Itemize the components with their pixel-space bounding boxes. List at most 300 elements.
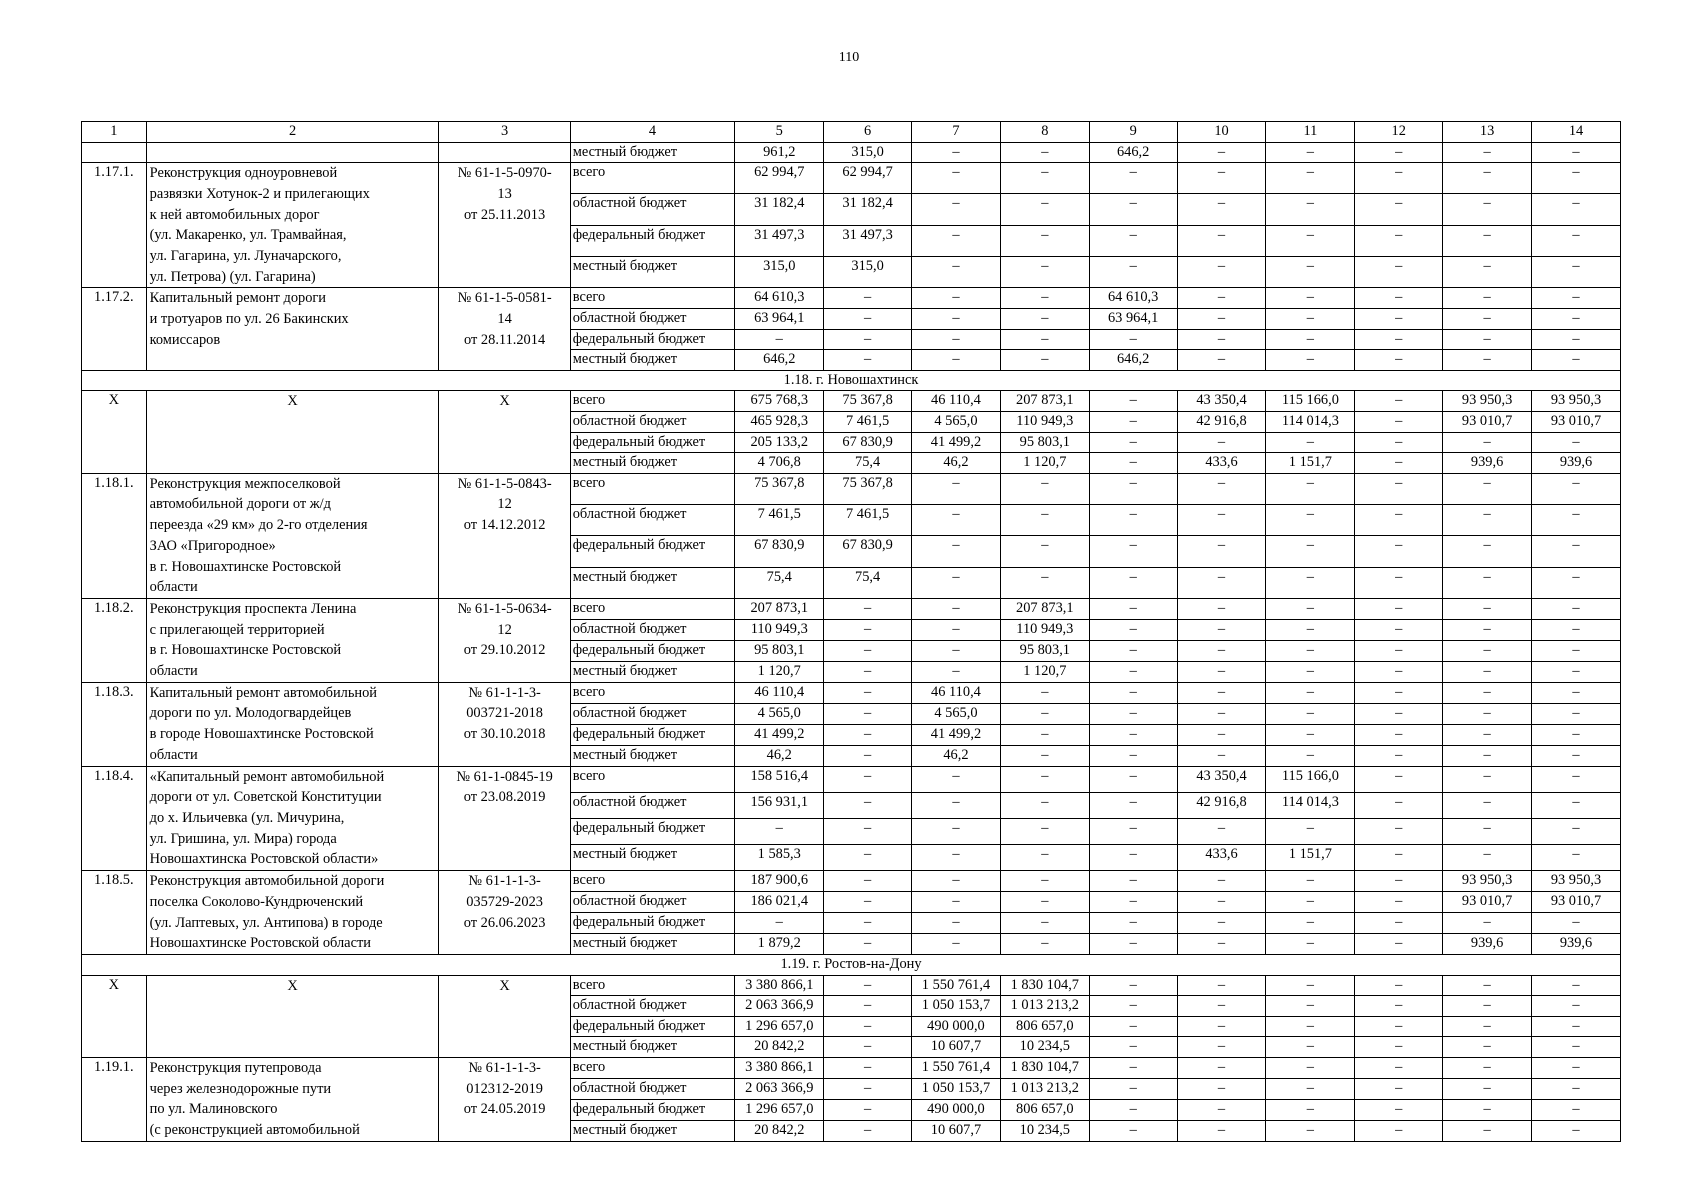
amount-cell: 4 565,0 — [912, 411, 1001, 432]
item-document-line: № 61-1-1-3- — [468, 1059, 541, 1076]
amount-cell: – — [1266, 661, 1355, 682]
amount-cell: 646,2 — [1089, 350, 1177, 371]
item-name-line: Х — [287, 977, 298, 994]
item-name-line: к ней автомобильных дорог — [149, 206, 320, 223]
amount-cell: – — [1266, 1037, 1355, 1058]
item-document-line: от 29.10.2012 — [463, 642, 546, 659]
amount-cell: – — [1089, 598, 1177, 619]
section-title: 1.18. г. Новошахтинск — [82, 370, 1621, 391]
amount-cell: – — [912, 933, 1001, 954]
amount-cell: 10 234,5 — [1000, 1120, 1089, 1141]
amount-cell: – — [1443, 913, 1532, 934]
amount-cell: – — [1355, 329, 1443, 350]
item-number: 1.18.3. — [82, 682, 147, 766]
item-number: 1.17.1. — [82, 163, 147, 288]
amount-cell: – — [1089, 257, 1177, 288]
amount-cell: 158 516,4 — [735, 766, 824, 792]
amount-cell: – — [1177, 194, 1266, 225]
amount-cell: – — [1443, 661, 1532, 682]
amount-cell: – — [912, 505, 1001, 536]
amount-cell: – — [1266, 505, 1355, 536]
amount-cell: – — [912, 163, 1001, 194]
amount-cell: 43 350,4 — [1177, 391, 1266, 412]
item-document-line: № 61-1-5-0843- — [457, 475, 552, 492]
amount-cell: – — [1443, 194, 1532, 225]
amount-cell: – — [1443, 309, 1532, 330]
amount-cell: 43 350,4 — [1177, 766, 1266, 792]
amount-cell: – — [1532, 640, 1621, 661]
amount-cell: 1 050 153,7 — [912, 996, 1001, 1017]
item-name-line: развязки Хотунок-2 и прилегающих — [149, 185, 370, 202]
amount-cell: – — [1443, 329, 1532, 350]
amount-cell: 42 916,8 — [1177, 792, 1266, 818]
amount-cell: 1 050 153,7 — [912, 1078, 1001, 1099]
item-name-line: Новошахтинске Ростовской области — [149, 935, 371, 952]
amount-cell: – — [824, 350, 912, 371]
amount-cell: – — [1355, 505, 1443, 536]
amount-cell: – — [1355, 257, 1443, 288]
funding-source: федеральный бюджет — [570, 225, 735, 256]
amount-cell: – — [1089, 766, 1177, 792]
amount-cell: 46,2 — [912, 453, 1001, 474]
item-name-line: по ул. Малиновского — [149, 1101, 278, 1118]
amount-cell: – — [1532, 567, 1621, 598]
amount-cell: – — [1000, 350, 1089, 371]
amount-cell: – — [1000, 766, 1089, 792]
funding-source: всего — [570, 766, 735, 792]
amount-cell: – — [1443, 703, 1532, 724]
funding-source: областной бюджет — [570, 411, 735, 432]
amount-cell: – — [1089, 640, 1177, 661]
item-name — [146, 1057, 439, 1141]
amount-cell: – — [1443, 1037, 1532, 1058]
amount-cell: – — [824, 892, 912, 913]
amount-cell: – — [1000, 194, 1089, 225]
amount-cell: – — [1000, 309, 1089, 330]
amount-cell: 115 166,0 — [1266, 391, 1355, 412]
amount-cell: – — [824, 913, 912, 934]
funding-source: областной бюджет — [570, 505, 735, 536]
amount-cell: – — [1177, 640, 1266, 661]
amount-cell: – — [824, 703, 912, 724]
item-name-line: Х — [287, 393, 298, 410]
amount-cell: 490 000,0 — [912, 1016, 1001, 1037]
amount-cell: – — [1443, 536, 1532, 567]
item-name-line: с прилегающей территорией — [149, 621, 325, 638]
amount-cell: 4 706,8 — [735, 453, 824, 474]
table-row — [82, 1057, 1621, 1078]
item-name-line: Реконструкция одноуровневой — [149, 165, 338, 182]
amount-cell: – — [1177, 329, 1266, 350]
funding-source: всего — [570, 871, 735, 892]
amount-cell: – — [912, 913, 1001, 934]
amount-cell: 939,6 — [1532, 933, 1621, 954]
funding-source: местный бюджет — [570, 257, 735, 288]
amount-cell: – — [1000, 745, 1089, 766]
amount-cell: 1 120,7 — [1000, 453, 1089, 474]
column-number-7: 7 — [912, 122, 1001, 143]
amount-cell: 93 010,7 — [1443, 892, 1532, 913]
amount-cell: 75 367,8 — [824, 391, 912, 412]
amount-cell: – — [1355, 792, 1443, 818]
amount-cell: – — [1266, 288, 1355, 309]
item-number — [82, 142, 147, 163]
column-number-3: 3 — [439, 122, 570, 143]
amount-cell: – — [1266, 257, 1355, 288]
amount-cell: – — [1266, 142, 1355, 163]
item-document-line: от 26.06.2023 — [463, 914, 546, 931]
amount-cell: – — [1266, 724, 1355, 745]
amount-cell: – — [1532, 598, 1621, 619]
amount-cell: – — [1532, 432, 1621, 453]
amount-cell: – — [1089, 844, 1177, 870]
item-document-line: Х — [499, 393, 510, 410]
amount-cell: – — [1443, 1120, 1532, 1141]
amount-cell: – — [1089, 1037, 1177, 1058]
funding-source: федеральный бюджет — [570, 818, 735, 844]
amount-cell: 187 900,6 — [735, 871, 824, 892]
item-name-line: «Капитальный ремонт автомобильной — [149, 768, 385, 785]
amount-cell: – — [1089, 913, 1177, 934]
amount-cell: – — [1266, 682, 1355, 703]
item-name-line: комиссаров — [149, 331, 221, 348]
amount-cell: – — [1266, 163, 1355, 194]
amount-cell: – — [824, 871, 912, 892]
amount-cell: – — [824, 996, 912, 1017]
amount-cell: – — [1089, 536, 1177, 567]
amount-cell: – — [1266, 975, 1355, 996]
column-number-1: 1 — [82, 122, 147, 143]
item-name-line: ул. Гришина, ул. Мира) города — [149, 830, 337, 847]
amount-cell: – — [1089, 453, 1177, 474]
amount-cell: – — [1177, 432, 1266, 453]
amount-cell: – — [1355, 619, 1443, 640]
amount-cell: – — [1266, 598, 1355, 619]
item-number: Х — [82, 975, 147, 1057]
amount-cell: 7 461,5 — [735, 505, 824, 536]
header-row — [82, 122, 1621, 143]
amount-cell: – — [1000, 792, 1089, 818]
amount-cell: – — [1177, 225, 1266, 256]
amount-cell: 20 842,2 — [735, 1120, 824, 1141]
amount-cell: – — [1532, 682, 1621, 703]
section-row — [82, 370, 1621, 391]
amount-cell: – — [1532, 1037, 1621, 1058]
column-number-10: 10 — [1177, 122, 1266, 143]
amount-cell: – — [1532, 818, 1621, 844]
item-document-line: № 61-1-5-0581- — [457, 290, 552, 307]
amount-cell: 4 565,0 — [912, 703, 1001, 724]
amount-cell: 110 949,3 — [735, 619, 824, 640]
funding-source: всего — [570, 598, 735, 619]
column-number-5: 5 — [735, 122, 824, 143]
amount-cell: – — [1177, 745, 1266, 766]
amount-cell: 1 550 761,4 — [912, 975, 1001, 996]
funding-source: местный бюджет — [570, 1037, 735, 1058]
amount-cell: – — [1355, 703, 1443, 724]
table-row — [82, 975, 1621, 996]
amount-cell: 115 166,0 — [1266, 766, 1355, 792]
amount-cell: 315,0 — [824, 142, 912, 163]
amount-cell: 67 830,9 — [824, 536, 912, 567]
amount-cell: 4 565,0 — [735, 703, 824, 724]
amount-cell: – — [1177, 1078, 1266, 1099]
column-number-12: 12 — [1355, 122, 1443, 143]
item-name-line: Реконструкция проспекта Ленина — [149, 600, 357, 617]
amount-cell: – — [1355, 844, 1443, 870]
amount-cell: – — [1355, 142, 1443, 163]
amount-cell: – — [1443, 745, 1532, 766]
item-name — [146, 473, 439, 598]
amount-cell: – — [1266, 892, 1355, 913]
amount-cell: – — [1089, 1057, 1177, 1078]
amount-cell: – — [1443, 598, 1532, 619]
amount-cell: – — [1000, 329, 1089, 350]
table-row — [82, 598, 1621, 619]
amount-cell: 31 182,4 — [735, 194, 824, 225]
amount-cell: – — [1266, 350, 1355, 371]
amount-cell: – — [1355, 745, 1443, 766]
item-name-line: через железнодорожные пути — [149, 1080, 332, 1097]
funding-source: федеральный бюджет — [570, 329, 735, 350]
amount-cell: – — [1443, 844, 1532, 870]
amount-cell: – — [1355, 432, 1443, 453]
funding-source: местный бюджет — [570, 1120, 735, 1141]
amount-cell: 1 830 104,7 — [1000, 975, 1089, 996]
item-document-line: от 14.12.2012 — [463, 517, 546, 534]
amount-cell: – — [1532, 913, 1621, 934]
amount-cell: – — [824, 598, 912, 619]
item-name-line: дороги по ул. Молодогвардейцев — [149, 705, 352, 722]
amount-cell: – — [1355, 350, 1443, 371]
amount-cell: 205 133,2 — [735, 432, 824, 453]
amount-cell: – — [1089, 933, 1177, 954]
amount-cell: – — [1266, 1057, 1355, 1078]
amount-cell: – — [1355, 1037, 1443, 1058]
table-row — [82, 163, 1621, 194]
amount-cell: 433,6 — [1177, 453, 1266, 474]
amount-cell: – — [1177, 975, 1266, 996]
amount-cell: 93 950,3 — [1443, 391, 1532, 412]
amount-cell: – — [1532, 724, 1621, 745]
amount-cell: – — [1000, 844, 1089, 870]
item-name-line: Новошахтинска Ростовской области» — [149, 851, 379, 868]
amount-cell: – — [1266, 913, 1355, 934]
item-document-line: от 24.05.2019 — [463, 1101, 546, 1118]
item-name-line: области — [149, 579, 198, 596]
item-document — [439, 473, 570, 598]
amount-cell: 62 994,7 — [824, 163, 912, 194]
item-name-line: области — [149, 663, 198, 680]
amount-cell: – — [1000, 818, 1089, 844]
amount-cell: 1 120,7 — [1000, 661, 1089, 682]
amount-cell: – — [1177, 619, 1266, 640]
amount-cell: – — [1089, 505, 1177, 536]
amount-cell: – — [1443, 142, 1532, 163]
amount-cell: 1 550 761,4 — [912, 1057, 1001, 1078]
amount-cell: – — [1000, 536, 1089, 567]
amount-cell: – — [912, 257, 1001, 288]
item-name-line: в городе Новошахтинске Ростовской — [149, 726, 374, 743]
amount-cell: 1 830 104,7 — [1000, 1057, 1089, 1078]
funding-source: федеральный бюджет — [570, 536, 735, 567]
item-name — [146, 975, 439, 1057]
amount-cell: 3 380 866,1 — [735, 1057, 824, 1078]
column-number-4: 4 — [570, 122, 735, 143]
amount-cell: 46 110,4 — [912, 682, 1001, 703]
amount-cell: – — [1089, 329, 1177, 350]
amount-cell: – — [1532, 745, 1621, 766]
amount-cell: – — [1177, 682, 1266, 703]
funding-source: федеральный бюджет — [570, 1099, 735, 1120]
amount-cell: – — [1443, 1099, 1532, 1120]
amount-cell: – — [1089, 975, 1177, 996]
item-name-line: в г. Новошахтинске Ростовской — [149, 642, 342, 659]
amount-cell: – — [1000, 225, 1089, 256]
amount-cell: – — [1532, 844, 1621, 870]
amount-cell: – — [824, 661, 912, 682]
amount-cell: – — [1177, 309, 1266, 330]
amount-cell: – — [1089, 163, 1177, 194]
amount-cell: – — [1000, 871, 1089, 892]
amount-cell: – — [1443, 682, 1532, 703]
item-document-line: № 61-1-0845-19 — [456, 768, 553, 785]
amount-cell: – — [1443, 792, 1532, 818]
item-number: Х — [82, 391, 147, 473]
amount-cell: – — [824, 1120, 912, 1141]
amount-cell: – — [1266, 432, 1355, 453]
item-document — [439, 682, 570, 766]
item-number: 1.18.1. — [82, 473, 147, 598]
amount-cell: – — [824, 933, 912, 954]
item-number: 1.17.2. — [82, 288, 147, 370]
item-name-line: Капитальный ремонт дороги — [149, 290, 327, 307]
amount-cell: – — [824, 745, 912, 766]
item-document-line: от 30.10.2018 — [463, 726, 546, 743]
amount-cell: – — [912, 598, 1001, 619]
funding-source: всего — [570, 975, 735, 996]
amount-cell: 490 000,0 — [912, 1099, 1001, 1120]
item-document — [439, 142, 570, 163]
amount-cell: – — [1355, 598, 1443, 619]
amount-cell: 207 873,1 — [1000, 598, 1089, 619]
amount-cell: – — [1266, 536, 1355, 567]
amount-cell: – — [1266, 309, 1355, 330]
amount-cell: 1 013 213,2 — [1000, 1078, 1089, 1099]
amount-cell: 1 879,2 — [735, 933, 824, 954]
amount-cell: 41 499,2 — [912, 432, 1001, 453]
amount-cell: – — [912, 844, 1001, 870]
amount-cell: – — [824, 724, 912, 745]
amount-cell: – — [1532, 536, 1621, 567]
amount-cell: – — [1443, 1016, 1532, 1037]
amount-cell: 806 657,0 — [1000, 1016, 1089, 1037]
amount-cell: – — [1177, 892, 1266, 913]
item-document-line: 13 — [497, 185, 512, 202]
table-row — [82, 766, 1621, 792]
funding-source: местный бюджет — [570, 844, 735, 870]
funding-source: местный бюджет — [570, 745, 735, 766]
amount-cell: – — [1089, 1099, 1177, 1120]
item-document-line: 003721-2018 — [466, 705, 543, 722]
amount-cell: – — [1089, 411, 1177, 432]
amount-cell: 939,6 — [1532, 453, 1621, 474]
amount-cell: 646,2 — [735, 350, 824, 371]
amount-cell: – — [912, 142, 1001, 163]
item-name-line: и тротуаров по ул. 26 Бакинских — [149, 311, 349, 328]
amount-cell: 93 950,3 — [1532, 871, 1621, 892]
amount-cell: – — [912, 640, 1001, 661]
amount-cell: – — [1355, 996, 1443, 1017]
item-name — [146, 598, 439, 682]
amount-cell: 114 014,3 — [1266, 411, 1355, 432]
amount-cell: 20 842,2 — [735, 1037, 824, 1058]
amount-cell: – — [1532, 703, 1621, 724]
item-document-line: 035729-2023 — [466, 893, 543, 910]
amount-cell: – — [912, 536, 1001, 567]
amount-cell: – — [1532, 257, 1621, 288]
amount-cell: – — [1532, 996, 1621, 1017]
amount-cell: – — [824, 329, 912, 350]
amount-cell: 806 657,0 — [1000, 1099, 1089, 1120]
amount-cell: – — [1532, 473, 1621, 504]
amount-cell: – — [1355, 682, 1443, 703]
amount-cell: – — [1177, 661, 1266, 682]
item-name-line: области — [149, 746, 198, 763]
amount-cell: 46,2 — [912, 745, 1001, 766]
amount-cell: – — [1355, 163, 1443, 194]
item-name-line: ЗАО «Пригородное» — [149, 537, 276, 554]
amount-cell: – — [1266, 567, 1355, 598]
amount-cell: 2 063 366,9 — [735, 996, 824, 1017]
amount-cell: – — [1532, 350, 1621, 371]
amount-cell: – — [1443, 505, 1532, 536]
item-number: 1.19.1. — [82, 1057, 147, 1141]
item-number: 1.18.4. — [82, 766, 147, 871]
amount-cell: – — [1089, 432, 1177, 453]
amount-cell: – — [1443, 350, 1532, 371]
amount-cell: – — [912, 766, 1001, 792]
amount-cell: 10 607,7 — [912, 1037, 1001, 1058]
amount-cell: – — [1266, 1120, 1355, 1141]
amount-cell: 93 950,3 — [1443, 871, 1532, 892]
item-document-line: 14 — [497, 311, 512, 328]
funding-source: областной бюджет — [570, 792, 735, 818]
amount-cell: – — [1177, 1016, 1266, 1037]
amount-cell: – — [824, 682, 912, 703]
item-document — [439, 871, 570, 955]
item-number: 1.18.2. — [82, 598, 147, 682]
funding-source: местный бюджет — [570, 350, 735, 371]
item-name — [146, 766, 439, 871]
amount-cell: – — [1266, 933, 1355, 954]
amount-cell: – — [1177, 505, 1266, 536]
item-name — [146, 682, 439, 766]
item-name-line: Капитальный ремонт автомобильной — [149, 684, 378, 701]
funding-source: всего — [570, 288, 735, 309]
amount-cell: 156 931,1 — [735, 792, 824, 818]
amount-cell: 675 768,3 — [735, 391, 824, 412]
amount-cell: – — [1443, 288, 1532, 309]
amount-cell: – — [912, 871, 1001, 892]
amount-cell: – — [1177, 473, 1266, 504]
amount-cell: – — [1177, 1099, 1266, 1120]
amount-cell: – — [1355, 288, 1443, 309]
amount-cell: – — [1000, 682, 1089, 703]
funding-source: всего — [570, 1057, 735, 1078]
amount-cell: 31 497,3 — [735, 225, 824, 256]
section-row — [82, 954, 1621, 975]
